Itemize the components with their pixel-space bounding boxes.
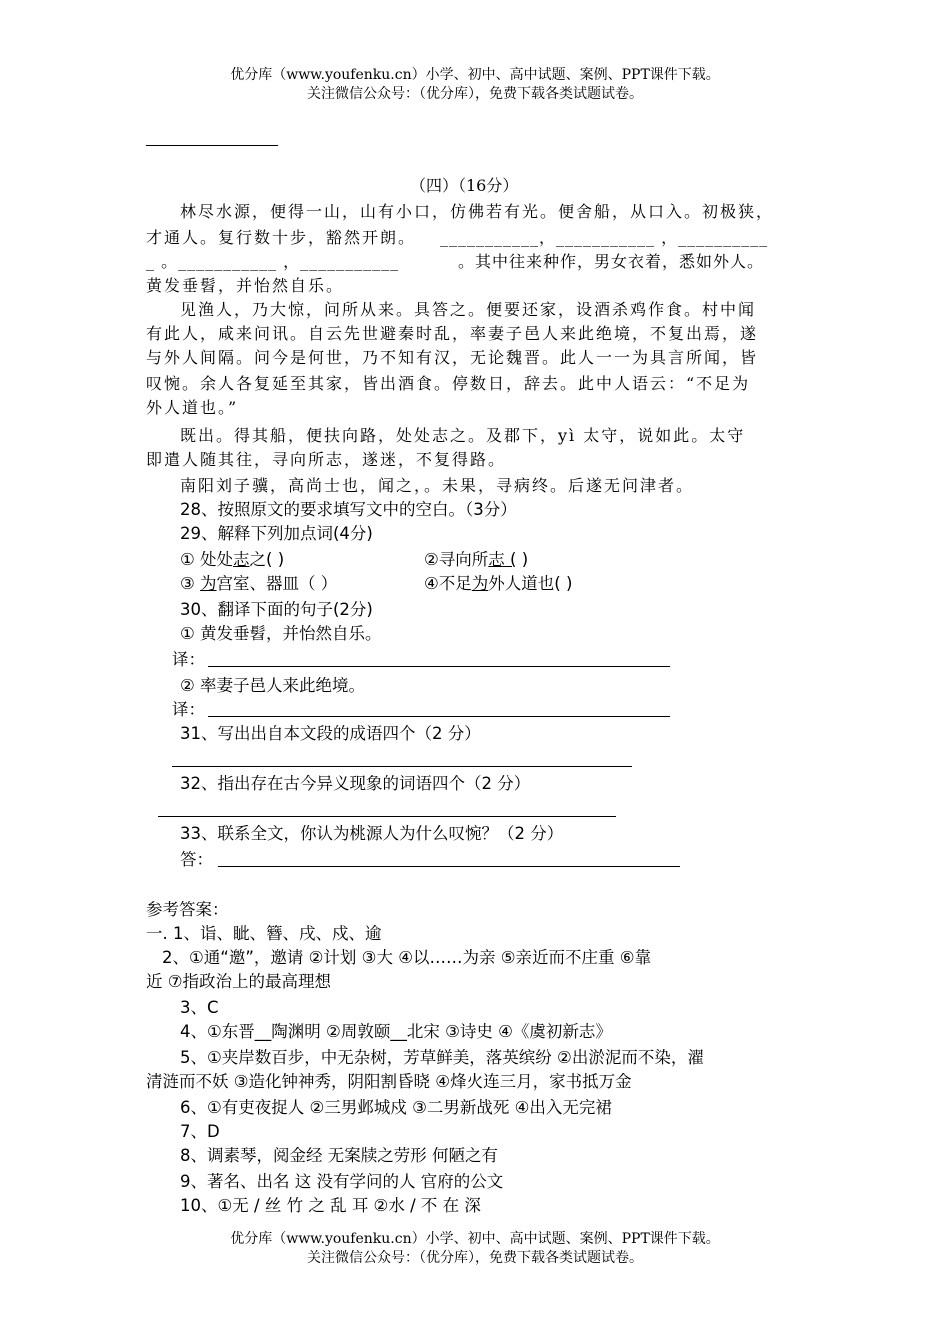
q29-2-suffix: ) <box>516 550 529 569</box>
answer-4: 4、①东晋__陶渊明 ②周敦颐__北宋 ③诗史 ④《虞初新志》 <box>180 1022 612 1041</box>
answer-3: 3、C <box>180 998 219 1017</box>
passage-p2-line3: 与外人间隔。问今是何世，乃不知有汉，无论魏晋。此人一一为具言所闻，皆 <box>146 348 759 367</box>
answer-line-30-1 <box>208 666 670 667</box>
page-footer-line2: 关注微信公众号：（优分库），免费下载各类试题试卷。 <box>307 1250 643 1266</box>
passage-p2-line5: 外人道也。” <box>146 398 239 417</box>
answer-10: 10、①无 / 丝 竹 之 乱 耳 ②水 / 不 在 深 <box>180 1196 481 1215</box>
q29-2-dotted-word: 志 ( <box>488 550 517 569</box>
passage-p3-line2: 即遣人随其往，寻向所志，遂迷，不复得路。 <box>146 450 507 469</box>
question-29-item-2 <box>424 548 528 572</box>
answer-line-33 <box>218 866 680 867</box>
q29-3-prefix: ③ <box>180 574 201 593</box>
answer-1: 一. 1、诣、眦、簪、戌、戍、逾 <box>146 924 382 943</box>
passage-p1-line3b: 。其中往来种作，男女衣着，悉如外人。 <box>458 252 765 271</box>
answer-line-31 <box>172 766 632 767</box>
question-29-item-3 <box>180 572 337 596</box>
answer-8: 8、调素琴，阅金经 无案牍之劳形 何陋之有 <box>180 1146 498 1165</box>
q29-4-suffix: 外人道也( ) <box>488 574 573 593</box>
passage-p2-line4: 叹惋。余人各复延至其家，皆出酒食。停数日，辞去。此中人语云：“不足为 <box>146 374 751 393</box>
q29-1-suffix: 之( ) <box>249 550 285 569</box>
question-33: 33、联系全文，你认为桃源人为什么叹惋？（2 分） <box>180 824 564 843</box>
top-divider <box>146 145 278 146</box>
q29-1-prefix: ① 处处 <box>180 550 234 569</box>
passage-p2-line1: 见渔人，乃大惊，问所从来。具答之。便要还家，设酒杀鸡作食。村中闻 <box>180 300 757 319</box>
answer-9: 9、著名、出名 这 没有学问的人 官府的公文 <box>180 1172 504 1191</box>
question-28: 28、按照原文的要求填写文中的空白。（3分） <box>180 500 517 519</box>
page-header-line1: 优分库（www.youfenku.cn）小学、初中、高中试题、案例、PPT课件下载。 <box>230 67 720 83</box>
q29-4-prefix: ④不足 <box>424 574 472 593</box>
section-title: （四）（16分） <box>410 176 519 195</box>
answer-6: 6、①有吏夜捉人 ②三男邺城戍 ③二男新战死 ④出入无完裙 <box>180 1098 612 1117</box>
blank-line-1: ___________，___________ ，__________ <box>440 228 769 247</box>
answer-2-line2: 近 ⑦指政治上的最高理想 <box>146 972 332 991</box>
translation-label-2: 译： <box>172 700 205 719</box>
translation-label-1: 译： <box>172 650 205 669</box>
q29-2-prefix: ②寻向所 <box>424 550 489 569</box>
q29-3-dotted-word: 为 <box>200 574 217 593</box>
question-32: 32、指出存在古今异义现象的词语四个（2 分） <box>180 774 531 793</box>
q29-1-dotted-word: 志 <box>233 550 250 569</box>
passage-p4-line1: 南阳刘子骥，高尚士也，闻之，。未果，寻病终。后遂无问津者。 <box>180 476 695 495</box>
passage-p1-line4: 黄发垂髫，并怡然自乐。 <box>146 276 345 295</box>
passage-p2-line2: 有此人，咸来问讯。自云先世避秦时乱，率妻子邑人来此绝境，不复出焉，遂 <box>146 324 759 343</box>
passage-p3-line1: 既出。得其船，便扶向路，处处志之。及郡下，yì 太守，说如此。太守 <box>180 426 746 445</box>
question-30-item-1: ① 黄发垂髫，并怡然自乐。 <box>180 624 382 643</box>
question-31: 31、写出出自本文段的成语四个（2 分） <box>180 724 481 743</box>
q29-3-suffix: 宫室、器皿（ ） <box>216 574 338 593</box>
answer-5-line2: 清涟而不妖 ③造化钟神秀，阴阳割昏晓 ④烽火连三月，家书抵万金 <box>146 1072 632 1091</box>
page-header-line2: 关注微信公众号：（优分库），免费下载各类试题试卷。 <box>307 86 643 102</box>
question-30: 30、翻译下面的句子(2分) <box>180 600 373 619</box>
answer-2-line1: 2、①通“邀”，邀请 ②计划 ③大 ④以……为亲 ⑤亲近而不庄重 ⑥靠 <box>162 948 652 967</box>
q29-4-dotted-word: 为 <box>471 574 489 593</box>
answer-label-33: 答： <box>180 850 213 869</box>
answers-title: 参考答案： <box>146 900 229 919</box>
page-footer-line1: 优分库（www.youfenku.cn）小学、初中、高中试题、案例、PPT课件下载。 <box>230 1231 720 1247</box>
passage-p1-line2a: 才通人。复行数十步，豁然开朗。 <box>146 228 417 247</box>
question-30-item-2: ② 率妻子邑人来此绝境。 <box>180 676 366 695</box>
passage-p1-line1: 林尽水源，便得一山，山有小口，仿佛若有光。便舍船，从口入。初极狭， <box>180 202 775 221</box>
question-29-item-1 <box>180 548 284 572</box>
question-29: 29、解释下列加点词(4分) <box>180 524 373 543</box>
answer-line-32 <box>158 816 616 817</box>
answer-5-line1: 5、①夹岸数百步，中无杂树，芳草鲜美，落英缤纷 ②出淤泥而不染，濯 <box>180 1048 704 1067</box>
question-29-item-4 <box>424 572 572 596</box>
blank-line-2: _ 。___________ ，___________ <box>146 252 400 271</box>
answer-line-30-2 <box>208 716 670 717</box>
answer-7: 7、D <box>180 1122 220 1141</box>
